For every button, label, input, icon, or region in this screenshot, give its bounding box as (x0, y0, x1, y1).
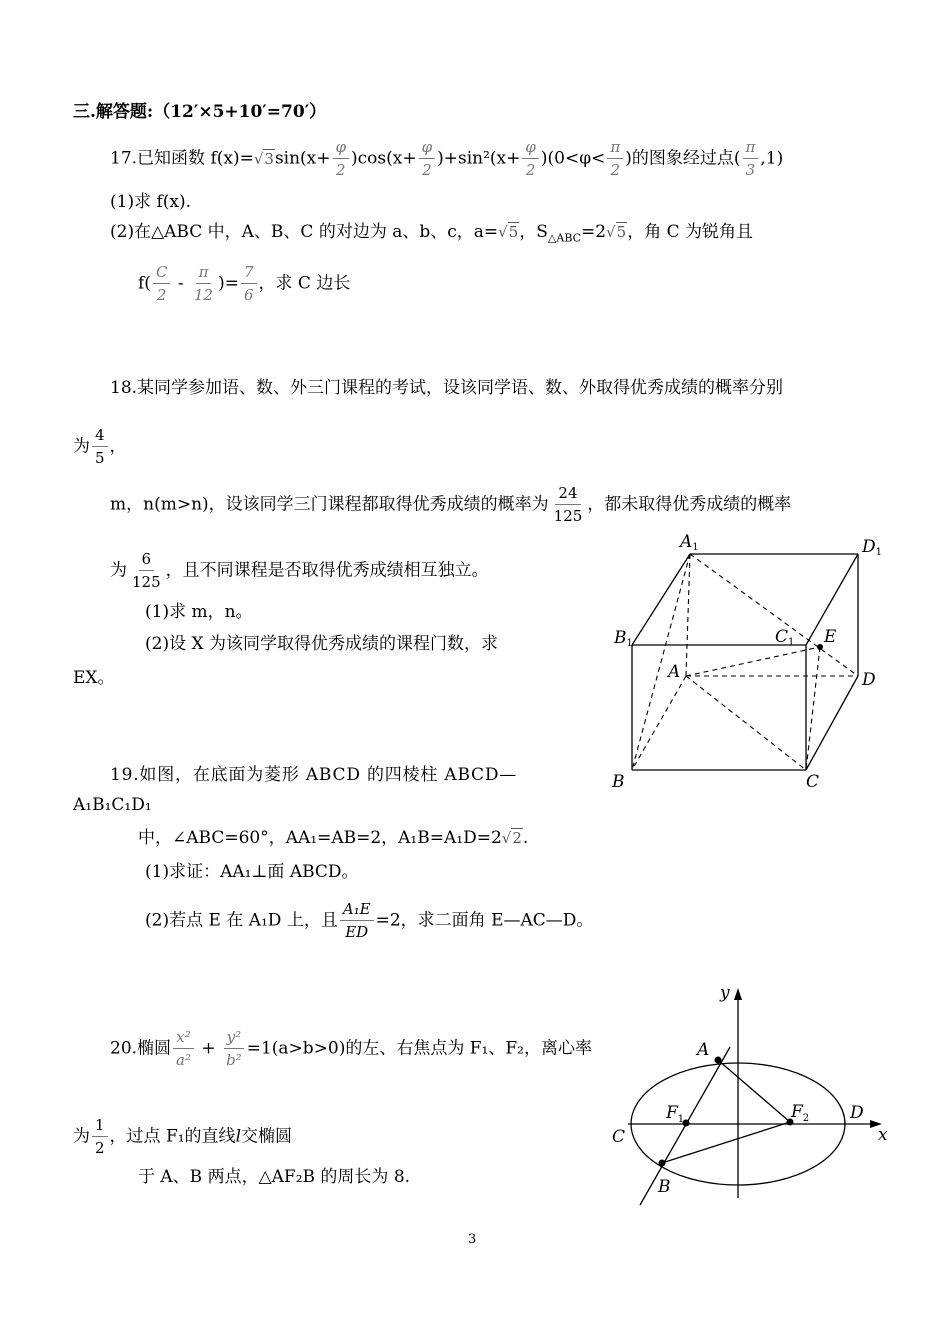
ellipse-figure (628, 988, 882, 1205)
fraction-7-6: $\frac{7}{6}$ (241, 265, 257, 303)
fraction-4-5: $\frac{4}{5}$ (92, 428, 108, 466)
q17-text: )= (218, 273, 239, 294)
q20-text: ，过点 F₁的直线 (109, 1126, 236, 1147)
label-d1: D1 (862, 537, 883, 558)
label-ellipse-d: D (850, 1103, 864, 1123)
label-ellipse-a: A (697, 1040, 710, 1060)
q17-text: =2 (581, 222, 607, 242)
fraction-a1e-ed: $\frac{\text{A₁E}}{ED}$ (340, 902, 374, 940)
fraction-c-2: $\frac{C}{2}$ (153, 265, 170, 303)
edge-a1b (632, 554, 690, 770)
q17-text: (2)在△ABC 中，A、B、C 的对边为 a、b、c，a= (110, 222, 499, 242)
line-variable-l: l (235, 1126, 241, 1147)
edge-a1a (686, 554, 690, 676)
edge-ab (632, 676, 686, 770)
q18-text: m，n(m>n)，设该同学三门课程都取得优秀成绩的概率为 (110, 494, 549, 515)
q17-text: )cos(x+ (351, 148, 417, 169)
q17-text: ,1) (760, 148, 784, 169)
q18-line1: 18.某同学参加语、数、外三门课程的考试，设该同学语、数、外取得优秀成绩的概率分别 (110, 378, 784, 398)
q17-text: - (172, 273, 189, 294)
section-heading: 三.解答题:（12′×5+10′=70′） (73, 102, 327, 122)
label-x: x (878, 1125, 888, 1145)
q18-text: ，且不同课程是否取得优秀成绩相互独立。 (165, 560, 489, 581)
q19-text: 中，∠ABC=60°，AA₁=AB=2，A₁B=A₁D=2 (138, 828, 502, 848)
label-ellipse-c: C (612, 1127, 626, 1147)
point-b (659, 1160, 666, 1167)
q20-text: 20.椭圆 (110, 1038, 172, 1059)
point-e (817, 644, 823, 650)
q17-text: sin(x+ (274, 148, 331, 169)
label-b: B (612, 772, 625, 792)
q18-text: ，都未取得优秀成绩的概率 (587, 494, 792, 515)
label-c: C (806, 772, 820, 792)
sqrt-5: √5 (606, 223, 627, 241)
label-ellipse-b: B (658, 1177, 671, 1197)
q20-text: 交椭圆 (241, 1126, 292, 1147)
subscript-abc: △ABC (547, 231, 582, 245)
q19-text: . (522, 828, 529, 848)
q20-text: =1(a>b>0)的左、右焦点为 F₁、F₂，离心率 (246, 1038, 592, 1059)
page-number: 3 (468, 1232, 477, 1247)
segment-af2 (718, 1060, 790, 1122)
q17-text: )(0<φ< (540, 148, 606, 169)
q17-text: )的图象经过点( (625, 148, 741, 169)
fraction-24-125: $\frac{24}{125}$ (553, 484, 583, 525)
q18-part2-cont: EX。 (73, 668, 115, 688)
edge-a1d (690, 554, 858, 676)
sqrt-2: √2 (501, 829, 522, 847)
fraction-6-125: $\frac{6}{125}$ (132, 550, 161, 591)
q20-text: + (196, 1038, 222, 1059)
q18-text: 为 (110, 560, 127, 581)
label-c1: C1 (775, 627, 795, 648)
q19-text: (2)若点 E 在 A₁D 上，且 (145, 910, 338, 931)
q19-line2: A₁B₁C₁D₁ (73, 795, 152, 815)
q17-text: f( (138, 273, 151, 294)
q19-part1: (1)求证：AA₁⊥面 ABCD。 (145, 862, 359, 882)
q18-text: ， (109, 436, 127, 457)
q19-line1: 19.如图，在底面为菱形 ABCD 的四棱柱 ABCD— (110, 765, 518, 785)
label-y: y (720, 983, 730, 1003)
fraction-pi-12: $\frac{\pi}{12}$ (193, 263, 214, 304)
label-e: E (824, 627, 837, 647)
label-d: D (862, 670, 876, 690)
sqrt-3: √3 (253, 149, 274, 168)
label-a: A (668, 662, 681, 682)
fraction-phi-2: $\frac{\varphi}{2}$ (333, 140, 350, 178)
edge-ec (806, 647, 820, 770)
edge-ac (686, 676, 806, 770)
edge-ae (686, 647, 820, 676)
label-a1: A1 (680, 532, 699, 553)
fraction-pi-3: $\frac{\pi}{3}$ (743, 140, 759, 178)
q19-text: =2，求二面角 E—AC—D。 (375, 910, 594, 931)
point-a (715, 1057, 722, 1064)
q17-text: ，求 C 边长 (258, 273, 351, 294)
y-axis-arrow (734, 988, 742, 1000)
fraction-1-2: $\frac{1}{2}$ (92, 1118, 108, 1156)
fraction-y2-b2: $\frac{\text{y²}}{\text{b²}}$ (223, 1030, 245, 1068)
q18-part2: (2)设 X 为该同学取得优秀成绩的课程门数，求 (145, 634, 498, 654)
sqrt-5: √5 (498, 223, 519, 241)
label-b1: B1 (614, 628, 633, 649)
q18-text: 为 (73, 436, 90, 457)
fraction-pi-2: $\frac{\pi}{2}$ (607, 140, 623, 178)
q17-part1: (1)求 f(x). (110, 192, 192, 212)
edge-a1b1 (632, 554, 690, 645)
q17-text: ，S (519, 222, 548, 242)
fraction-phi-2: $\frac{\varphi}{2}$ (522, 140, 539, 178)
fraction-phi-2: $\frac{\varphi}{2}$ (419, 140, 436, 178)
q18-part1: (1)求 m，n。 (145, 602, 253, 622)
q17-text: ，角 C 为锐角且 (627, 222, 754, 242)
edge-cd (806, 676, 858, 770)
q17-text: 17.已知函数 f(x)= (110, 148, 254, 169)
q17-text: )+sin²(x+ (437, 148, 521, 169)
q20-text: 为 (73, 1126, 90, 1147)
fraction-x2-a2: $\frac{\text{x²}}{\text{a²}}$ (173, 1030, 194, 1068)
label-f2: $F_2$ (791, 1102, 810, 1124)
segment-bf2 (662, 1122, 790, 1163)
q20-line3: 于 A、B 两点，△AF₂B 的周长为 8. (138, 1167, 411, 1187)
label-f1: $F_1$ (666, 1103, 685, 1125)
